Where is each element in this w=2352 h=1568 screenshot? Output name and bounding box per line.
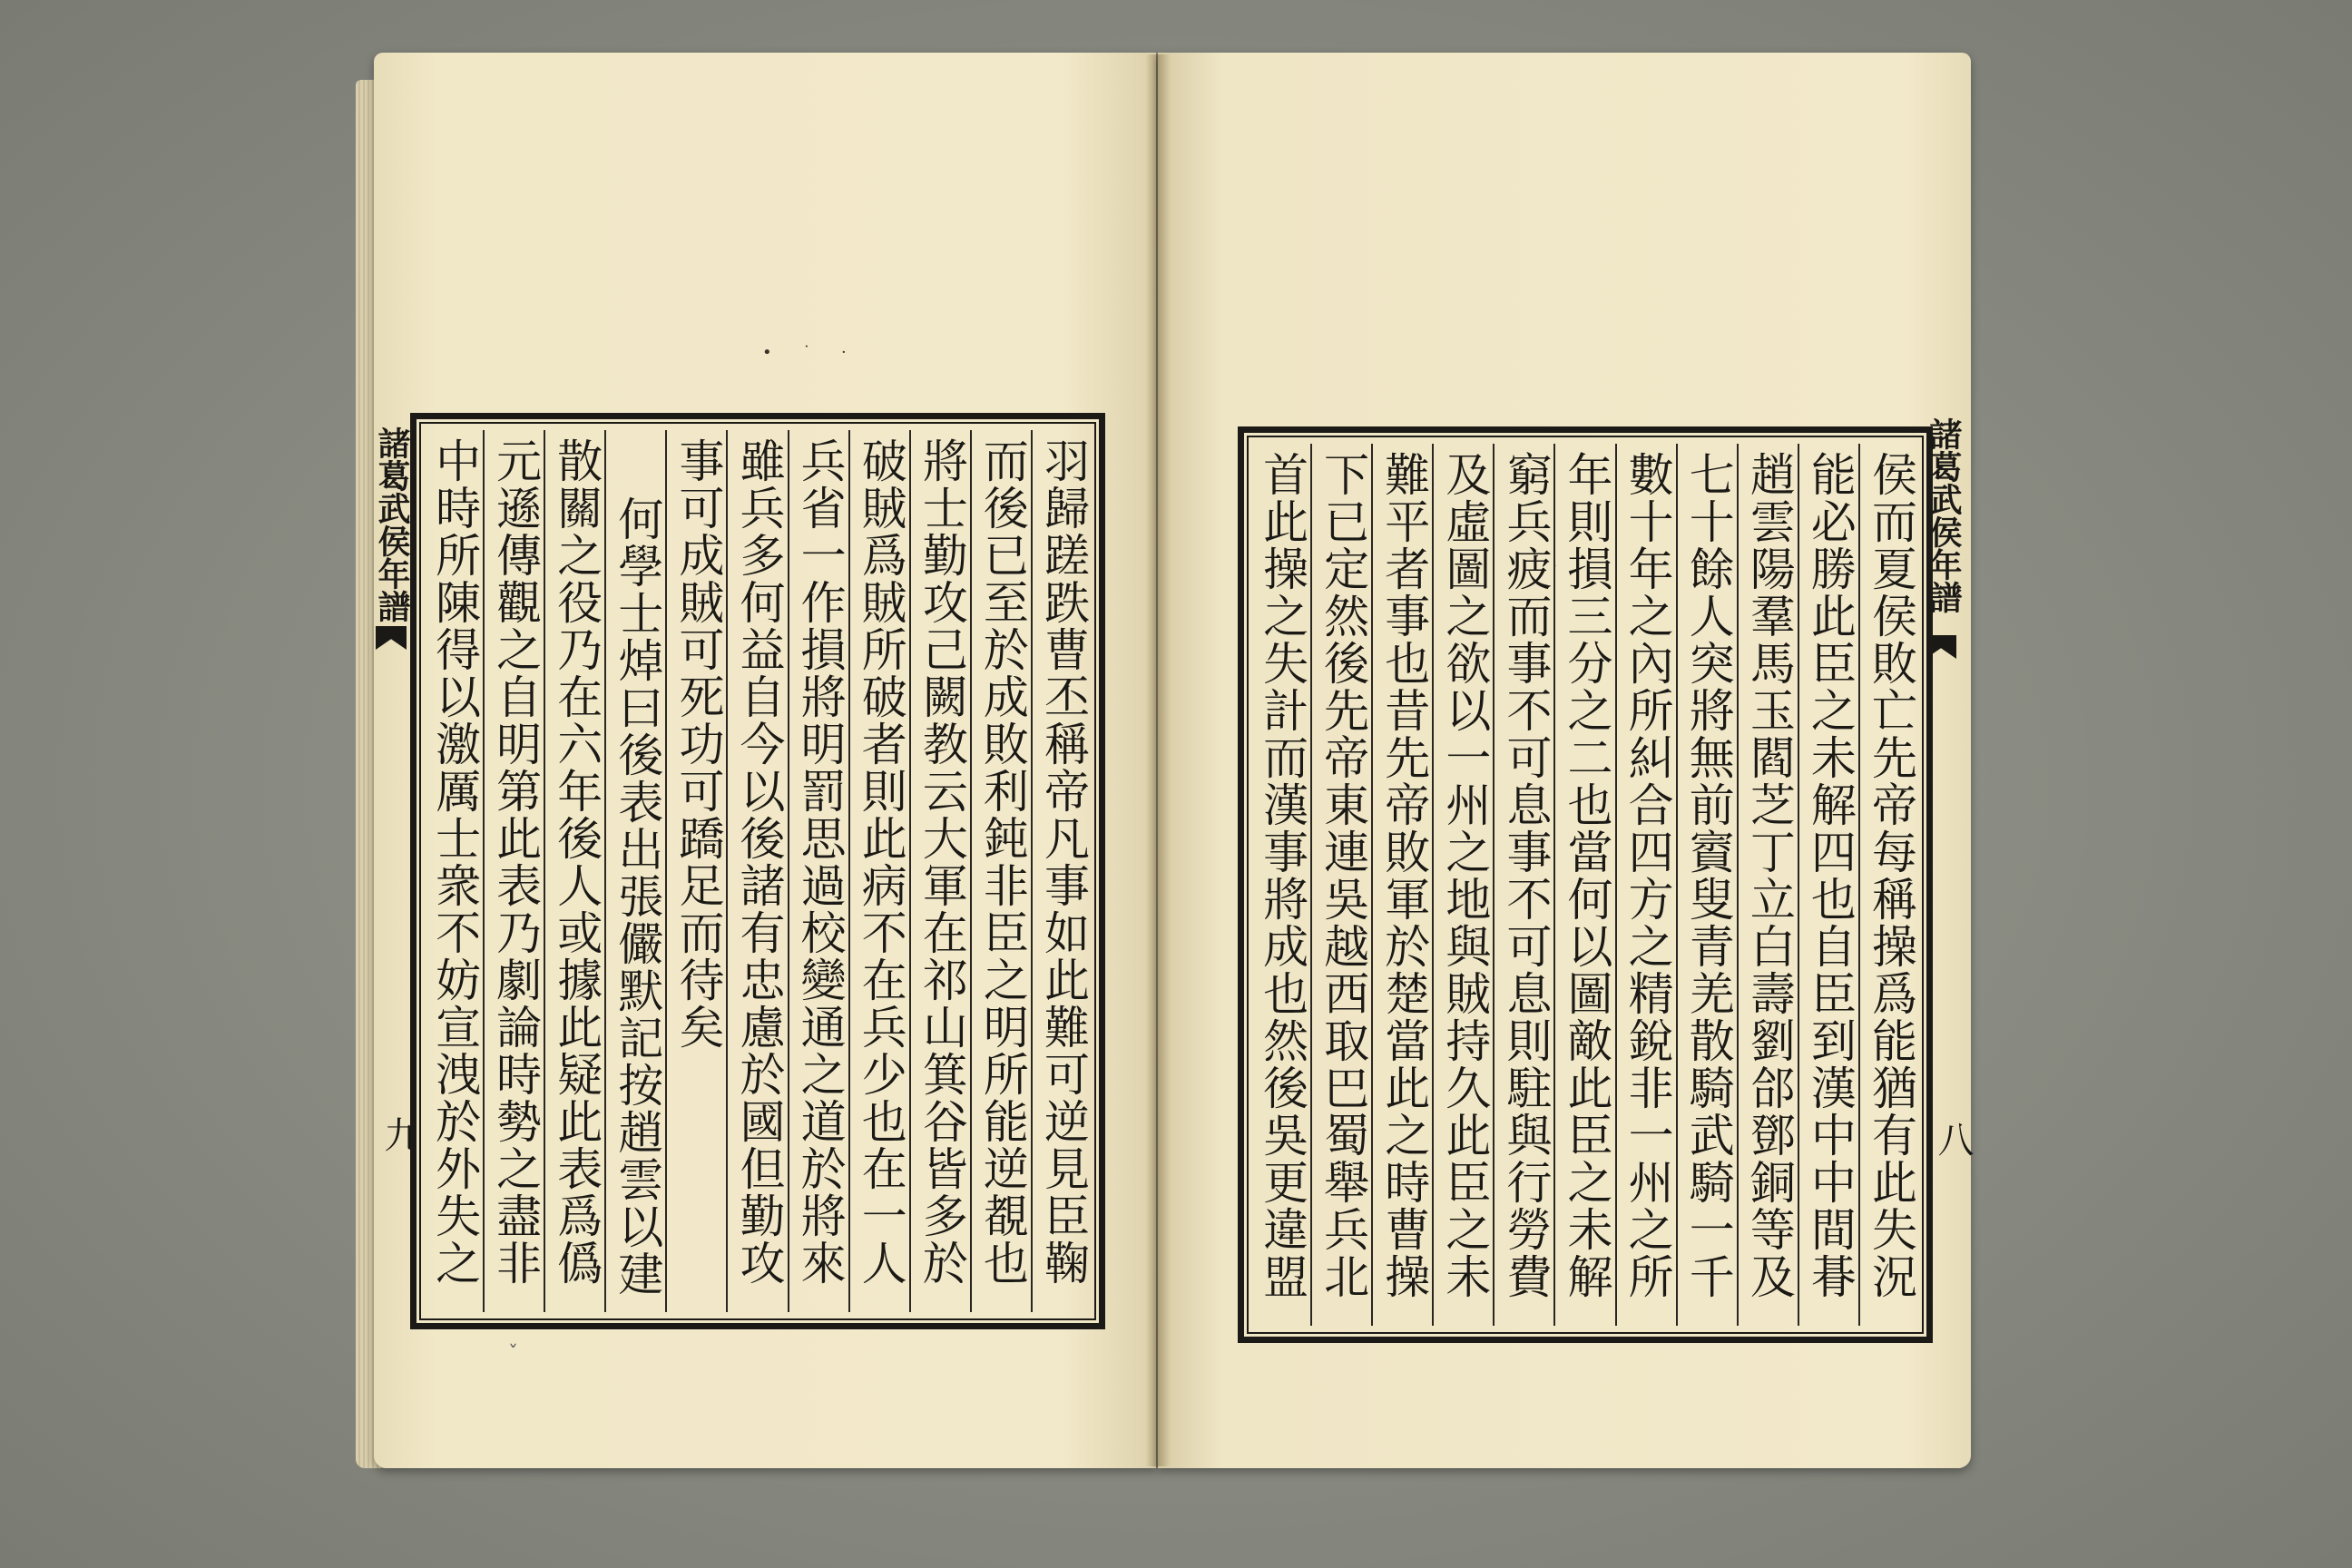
text-column: 難平者事也昔先帝敗軍於楚當此之時曹操: [1371, 444, 1432, 1326]
text-column: 及虛圖之欲以一州之地與賊持久此臣之未: [1432, 444, 1493, 1326]
text-column: 而後已至於成敗利鈍非臣之明所能逆覩也: [970, 430, 1031, 1312]
right-page-number: 八: [1932, 1121, 1974, 1157]
text-column: 首此操之失計而漢事將成也然後吳更違盟: [1256, 451, 1309, 1300]
text-column: 能必勝此臣之未解四也自臣到漢中中間朞: [1798, 444, 1858, 1326]
text-column: 年則損三分之二也當何以圖敵此臣之未解: [1553, 444, 1614, 1326]
ink-specks: • ˙ ·: [762, 343, 859, 362]
text-column: 兵省一作損將明罰思過校變通之道於將來: [788, 430, 848, 1312]
text-column: 羽歸蹉跌曹丕稱帝凡事如此難可逆見臣鞠: [1031, 430, 1092, 1312]
pencil-mark: ˇ: [508, 1343, 518, 1366]
text-column: 中時所陳得以激厲士衆不妨宣洩於外失之: [428, 437, 482, 1287]
right-text-columns: [1251, 444, 1919, 1326]
left-page-banner: 諸葛武侯年譜: [373, 426, 411, 622]
text-column: 數十年之內所糾合四方之精銳非一州之所: [1615, 444, 1676, 1326]
left-text-columns: [424, 430, 1092, 1312]
right-page-banner: 諸葛武侯年譜: [1925, 417, 1963, 613]
text-column: 破賊爲賊所破者則此病不在兵少也在一人: [848, 430, 909, 1312]
left-text-frame: [410, 413, 1105, 1329]
text-column: 雖兵多何益自今以後諸有忠慮於國但勤攻: [726, 430, 787, 1312]
text-column: 事可成賊可死功可蹻足而待矣: [665, 430, 726, 1312]
text-column: 窮兵疲而事不可息事不可息則駐與行勞費: [1493, 444, 1553, 1326]
left-page-number: 九: [378, 1116, 420, 1152]
text-column: 將士勤攻己闕教云大軍在祁山箕谷皆多於: [909, 430, 970, 1312]
text-column: 何學士焯曰後表出張儼默記按趙雲以建: [604, 430, 665, 1312]
text-column: 七十餘人突將無前賨叟青羌散騎武騎一千: [1676, 444, 1737, 1326]
right-text-frame: [1238, 426, 1933, 1343]
text-column: 散關之役乃在六年後人或據此疑此表爲僞: [544, 430, 604, 1312]
text-column: 元遜傳觀之自明第此表乃劇論時勢之盡非: [483, 430, 544, 1312]
text-column: 趙雲陽羣馬玉閻芝丁立白壽劉郃鄧銅等及: [1737, 444, 1798, 1326]
book-gutter: [1145, 54, 1171, 1466]
text-column: 侯而夏侯敗亡先帝每稱操爲能猶有此失況: [1858, 444, 1919, 1326]
text-column: 下已定然後先帝東連吳越西取巴蜀舉兵北: [1310, 444, 1371, 1326]
